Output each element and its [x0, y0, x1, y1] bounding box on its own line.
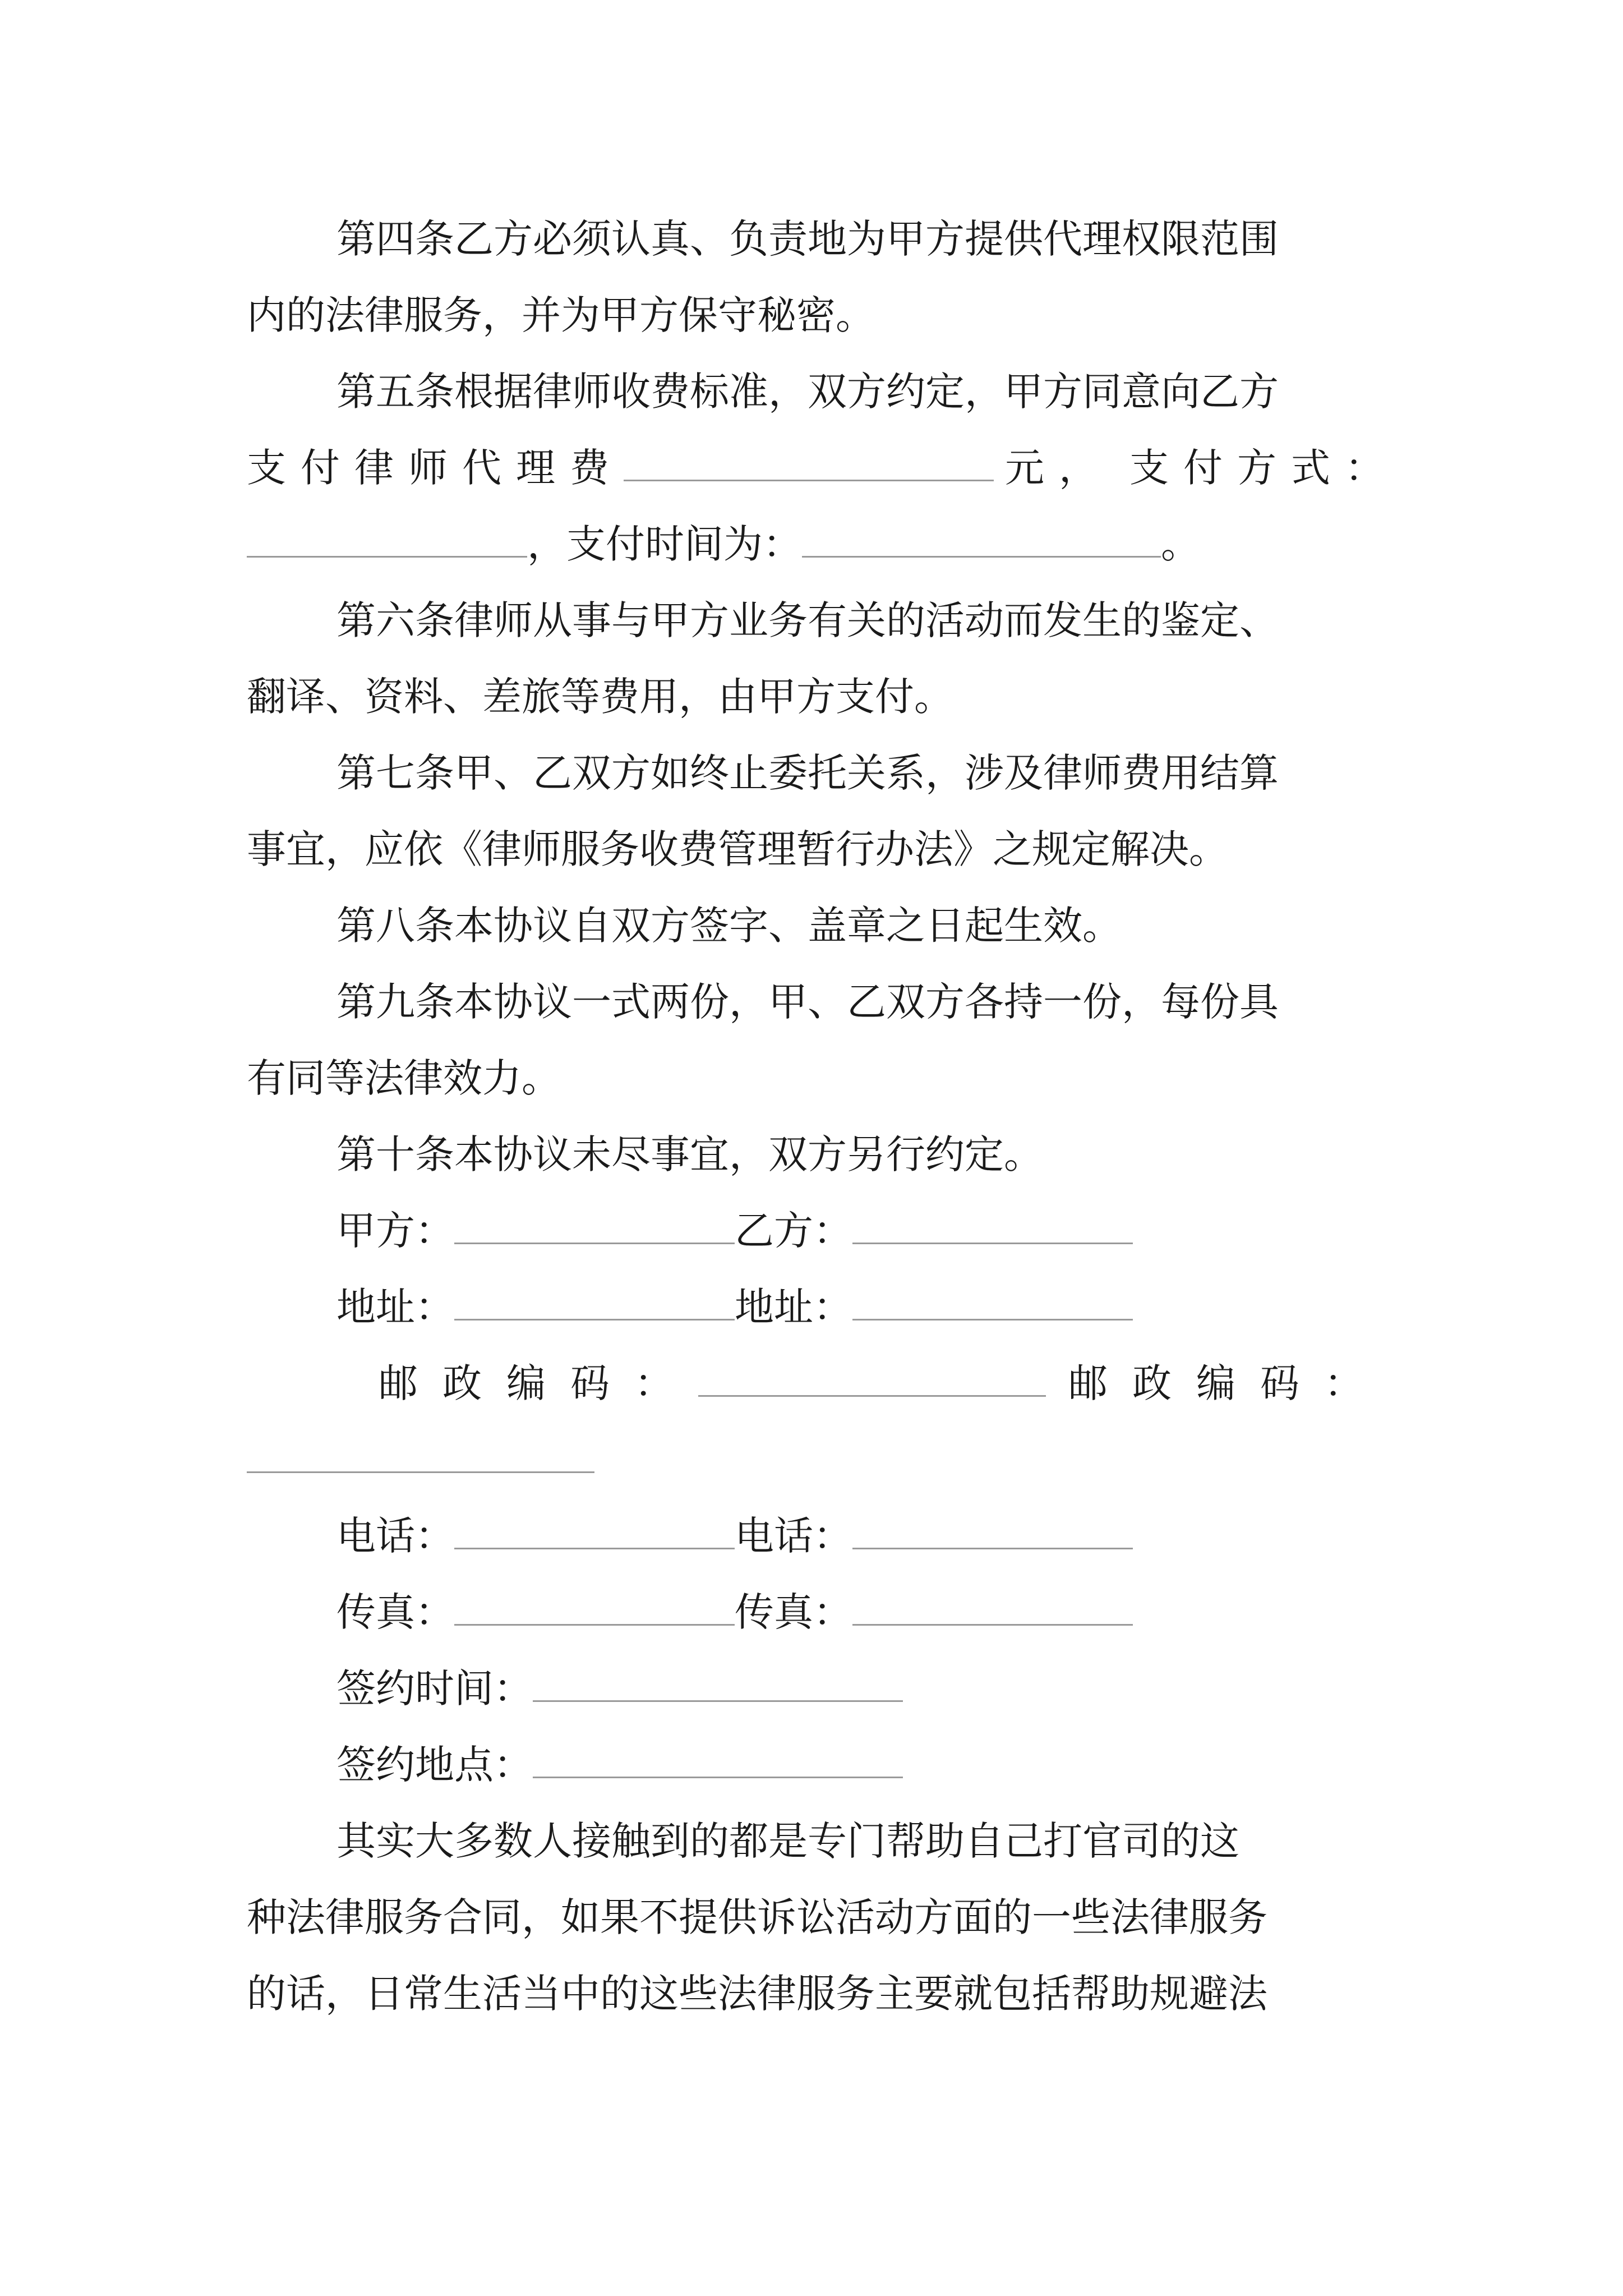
phone-b-blank[interactable]: [852, 1513, 1133, 1549]
article-4-line-1: 第四条乙方必须认真、负责地为甲方提供代理权限范围: [336, 216, 1279, 262]
article-9-line-2: 有同等法律效力。: [247, 1055, 561, 1101]
sign-place-label: 签约地点：: [336, 1742, 533, 1788]
address-a-label: 地址：: [336, 1284, 454, 1330]
address-row: [336, 1280, 1133, 1334]
fax-b-blank[interactable]: [852, 1589, 1133, 1626]
article-5-line-1: 第五条根据律师收费标准，双方约定，甲方同意向乙方: [336, 369, 1279, 415]
fax-row: [336, 1585, 1133, 1639]
address-a-blank[interactable]: [454, 1284, 735, 1320]
article-6-line-2: 翻译、资料、差旅等费用，由甲方支付。: [247, 674, 953, 720]
party-a-label: 甲方：: [336, 1208, 454, 1254]
commentary-line-1: 其实大多数人接触到的都是专门帮助自己打官司的这: [336, 1818, 1239, 1864]
party-b-label: 乙方：: [735, 1208, 852, 1254]
article-9-line-1: 第九条本协议一式两份，甲、乙双方各持一份，每份具: [336, 979, 1279, 1025]
party-row: [336, 1204, 1133, 1258]
fax-b-label: 传真：: [735, 1589, 852, 1635]
fee-unit: 元，: [1005, 445, 1113, 491]
payment-method-label: 支付方式：: [1129, 445, 1399, 491]
article-4-line-2: 内的法律服务，并为甲方保守秘密。: [247, 292, 875, 338]
postcode-a-blank[interactable]: [698, 1360, 1046, 1397]
phone-row: [336, 1509, 1133, 1563]
address-b-label: 地址：: [735, 1284, 852, 1330]
article-8: 第八条本协议自双方签字、盖章之日起生效。: [336, 903, 1122, 949]
party-b-blank[interactable]: [852, 1208, 1133, 1244]
fee-blank[interactable]: [624, 445, 994, 481]
sign-place-blank[interactable]: [533, 1742, 903, 1778]
payment-time-blank[interactable]: [802, 521, 1161, 558]
fee-label: 支付律师代理费: [247, 445, 624, 491]
postcode-a-label: 邮政编码：: [379, 1360, 698, 1406]
sign-time-row: [336, 1662, 903, 1715]
article-6-line-1: 第六条律师从事与甲方业务有关的活动而发生的鉴定、: [336, 597, 1279, 643]
address-b-blank[interactable]: [852, 1284, 1133, 1320]
postcode-row: [379, 1356, 1388, 1410]
article-5-line-3: [247, 517, 1200, 571]
payment-time-label: ，支付时间为：: [527, 521, 802, 567]
article-10: 第十条本协议未尽事宜，双方另行约定。: [336, 1131, 1043, 1177]
article-7-line-1: 第七条甲、乙双方如终止委托关系，涉及律师费用结算: [336, 750, 1279, 796]
phone-b-label: 电话：: [735, 1513, 852, 1559]
phone-a-label: 电话：: [336, 1513, 454, 1559]
party-a-blank[interactable]: [454, 1208, 735, 1244]
payment-method-blank[interactable]: [247, 521, 527, 558]
article-7-line-2: 事宜，应依《律师服务收费管理暂行办法》之规定解决。: [247, 826, 1228, 872]
postcode-b-blank[interactable]: [247, 1437, 594, 1473]
sign-time-blank[interactable]: [533, 1665, 903, 1702]
sign-time-label: 签约时间：: [336, 1665, 533, 1711]
phone-a-blank[interactable]: [454, 1513, 735, 1549]
commentary-line-3: 的话，日常生活当中的这些法律服务主要就包括帮助规避法: [247, 1971, 1267, 2017]
fax-a-blank[interactable]: [454, 1589, 735, 1626]
postcode-row-2: [247, 1433, 594, 1487]
commentary-line-2: 种法律服务合同，如果不提供诉讼活动方面的一些法律服务: [247, 1894, 1267, 1940]
fax-a-label: 传真：: [336, 1589, 454, 1635]
article-5-line-2: [247, 441, 1399, 495]
postcode-b-label: 邮政编码：: [1068, 1360, 1388, 1406]
period: 。: [1161, 521, 1200, 567]
sign-place-row: [336, 1738, 903, 1792]
